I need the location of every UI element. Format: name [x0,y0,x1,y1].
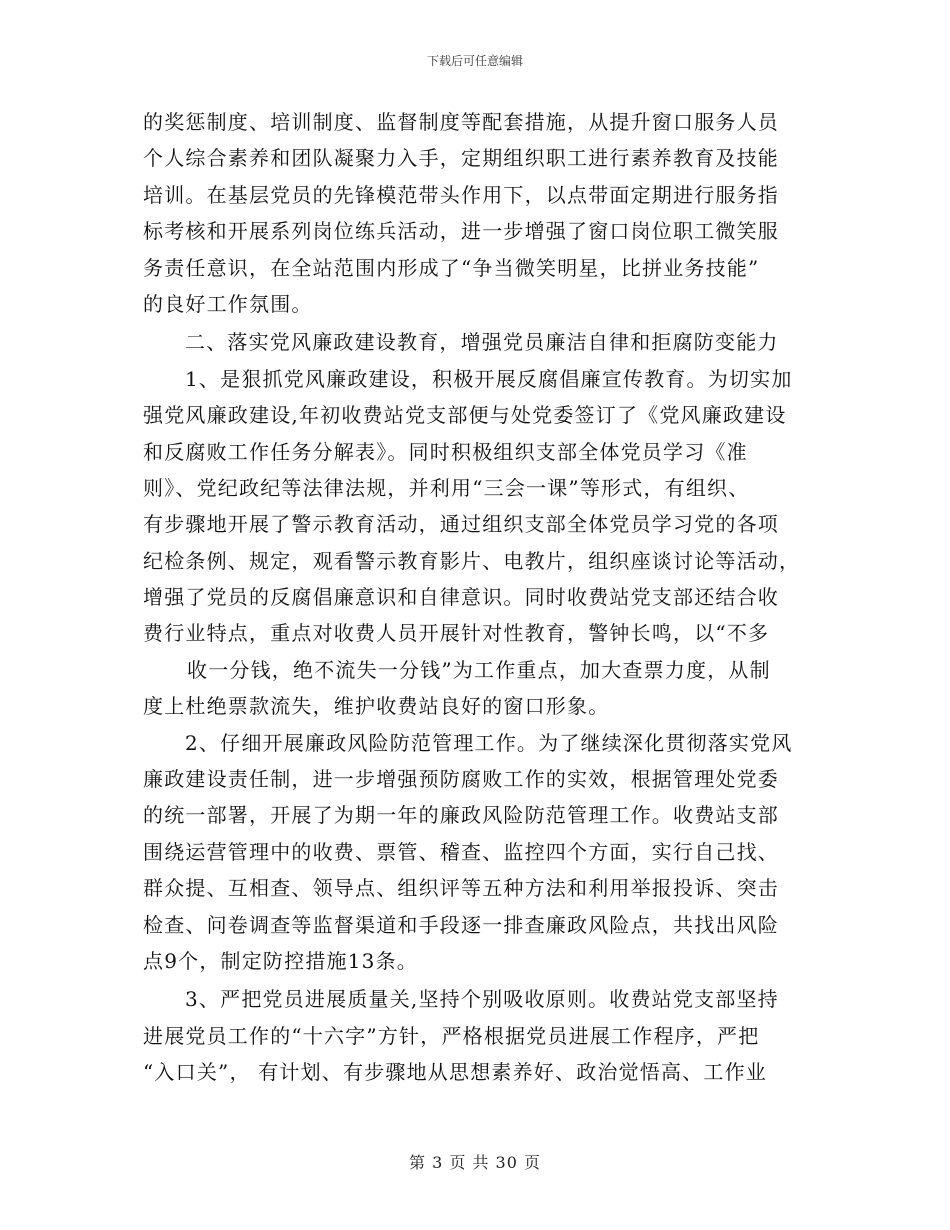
text-line: 的奖惩制度、培训制度、监督制度等配套措施，从提升窗口服务人员 [143,110,779,134]
text-line: 务责任意识，在全站范围内形成了“争当微笑明星，比拼业务技能” [143,255,760,280]
text-line: 有步骤地开展了警示教育活动，通过组织支部全体党员学习党的各项 [143,512,779,537]
text-line: 和反腐败工作任务分解表》。同时积极组织支部全体党员学习《准 [143,439,748,464]
text-line: 个人综合素养和团队凝聚力入手，定期组织职工进行素养教育及技能 [143,146,779,171]
text-line: 检查、问卷调查等监督渠道和手段逐一排查廉政风险点，共找出风险 [143,912,779,937]
text-line: 则》、党纪政纪等法律法规，并利用“三会一课”等形式，有组织、 [143,475,750,500]
text-line: 的良好工作氛围。 [143,291,313,316]
page-number: 第 3 页 共 30 页 [409,1153,541,1172]
paragraph-start: 3、严把党员进展质量关,坚持个别吸收原则。收费站党支部坚持 [185,987,779,1012]
text-line: 廉政建设责任制，进一步增强预防腐败工作的实效，根据管理处党委 [143,767,779,792]
text-line: 标考核和开展系列岗位练兵活动，进一步增强了窗口岗位职工微笑服 [143,219,779,244]
text-line: 纪检条例、规定，观看警示教育影片、电教片，组织座谈讨论等活动， [143,548,801,573]
text-line: 费行业特点，重点对收费人员开展针对性教育，警钟长鸣，以“不多 [143,621,770,646]
text-line: 培训。在基层党员的先锋模范带头作用下，以点带面定期进行服务指 [143,182,779,207]
text-line: 进展党员工作的“十六字”方针，严格根据党员进展工作程序，严把 [143,1023,760,1048]
text-line: 收一分钱，绝不流失一分钱”为工作重点，加大查票力度，从制 [187,657,771,682]
document-body [143,104,811,1091]
text-line: 度上杜绝票款流失，维护收费站良好的窗口形象。 [143,694,610,719]
paragraph-start: 1、是狠抓党风廉政建设，积极开展反腐倡廉宣传教育。为切实加 [185,366,793,391]
section-heading: 二、落实党风廉政建设教育，增强党员廉洁自律和拒腐防变能力 [185,330,779,355]
page-header: 下载后可任意编辑 [426,54,523,68]
text-line: 强党风廉政建设,年初收费站党支部便与处党委签订了《党风廉政建设 [143,403,787,428]
text-line: “入口关”， 有计划、有步骤地从思想素养好、政治觉悟高、工作业 [143,1060,768,1085]
text-line: 群众提、互相查、领导点、组织评等五种方法和利用举报投诉、突击 [143,876,779,901]
text-line: 的统一部署，开展了为期一年的廉政风险防范管理工作。收费站支部 [143,803,779,828]
paragraph-start: 2、仔细开展廉政风险防范管理工作。为了继续深化贯彻落实党风 [185,730,793,755]
text-line: 点9个，制定防控措施13条。 [143,948,418,973]
text-line: 围绕运营管理中的收费、票管、稽查、监控四个方面，实行自己找、 [143,839,779,864]
text-line: 增强了党员的反腐倡廉意识和自律意识。同时收费站党支部还结合收 [143,585,779,610]
